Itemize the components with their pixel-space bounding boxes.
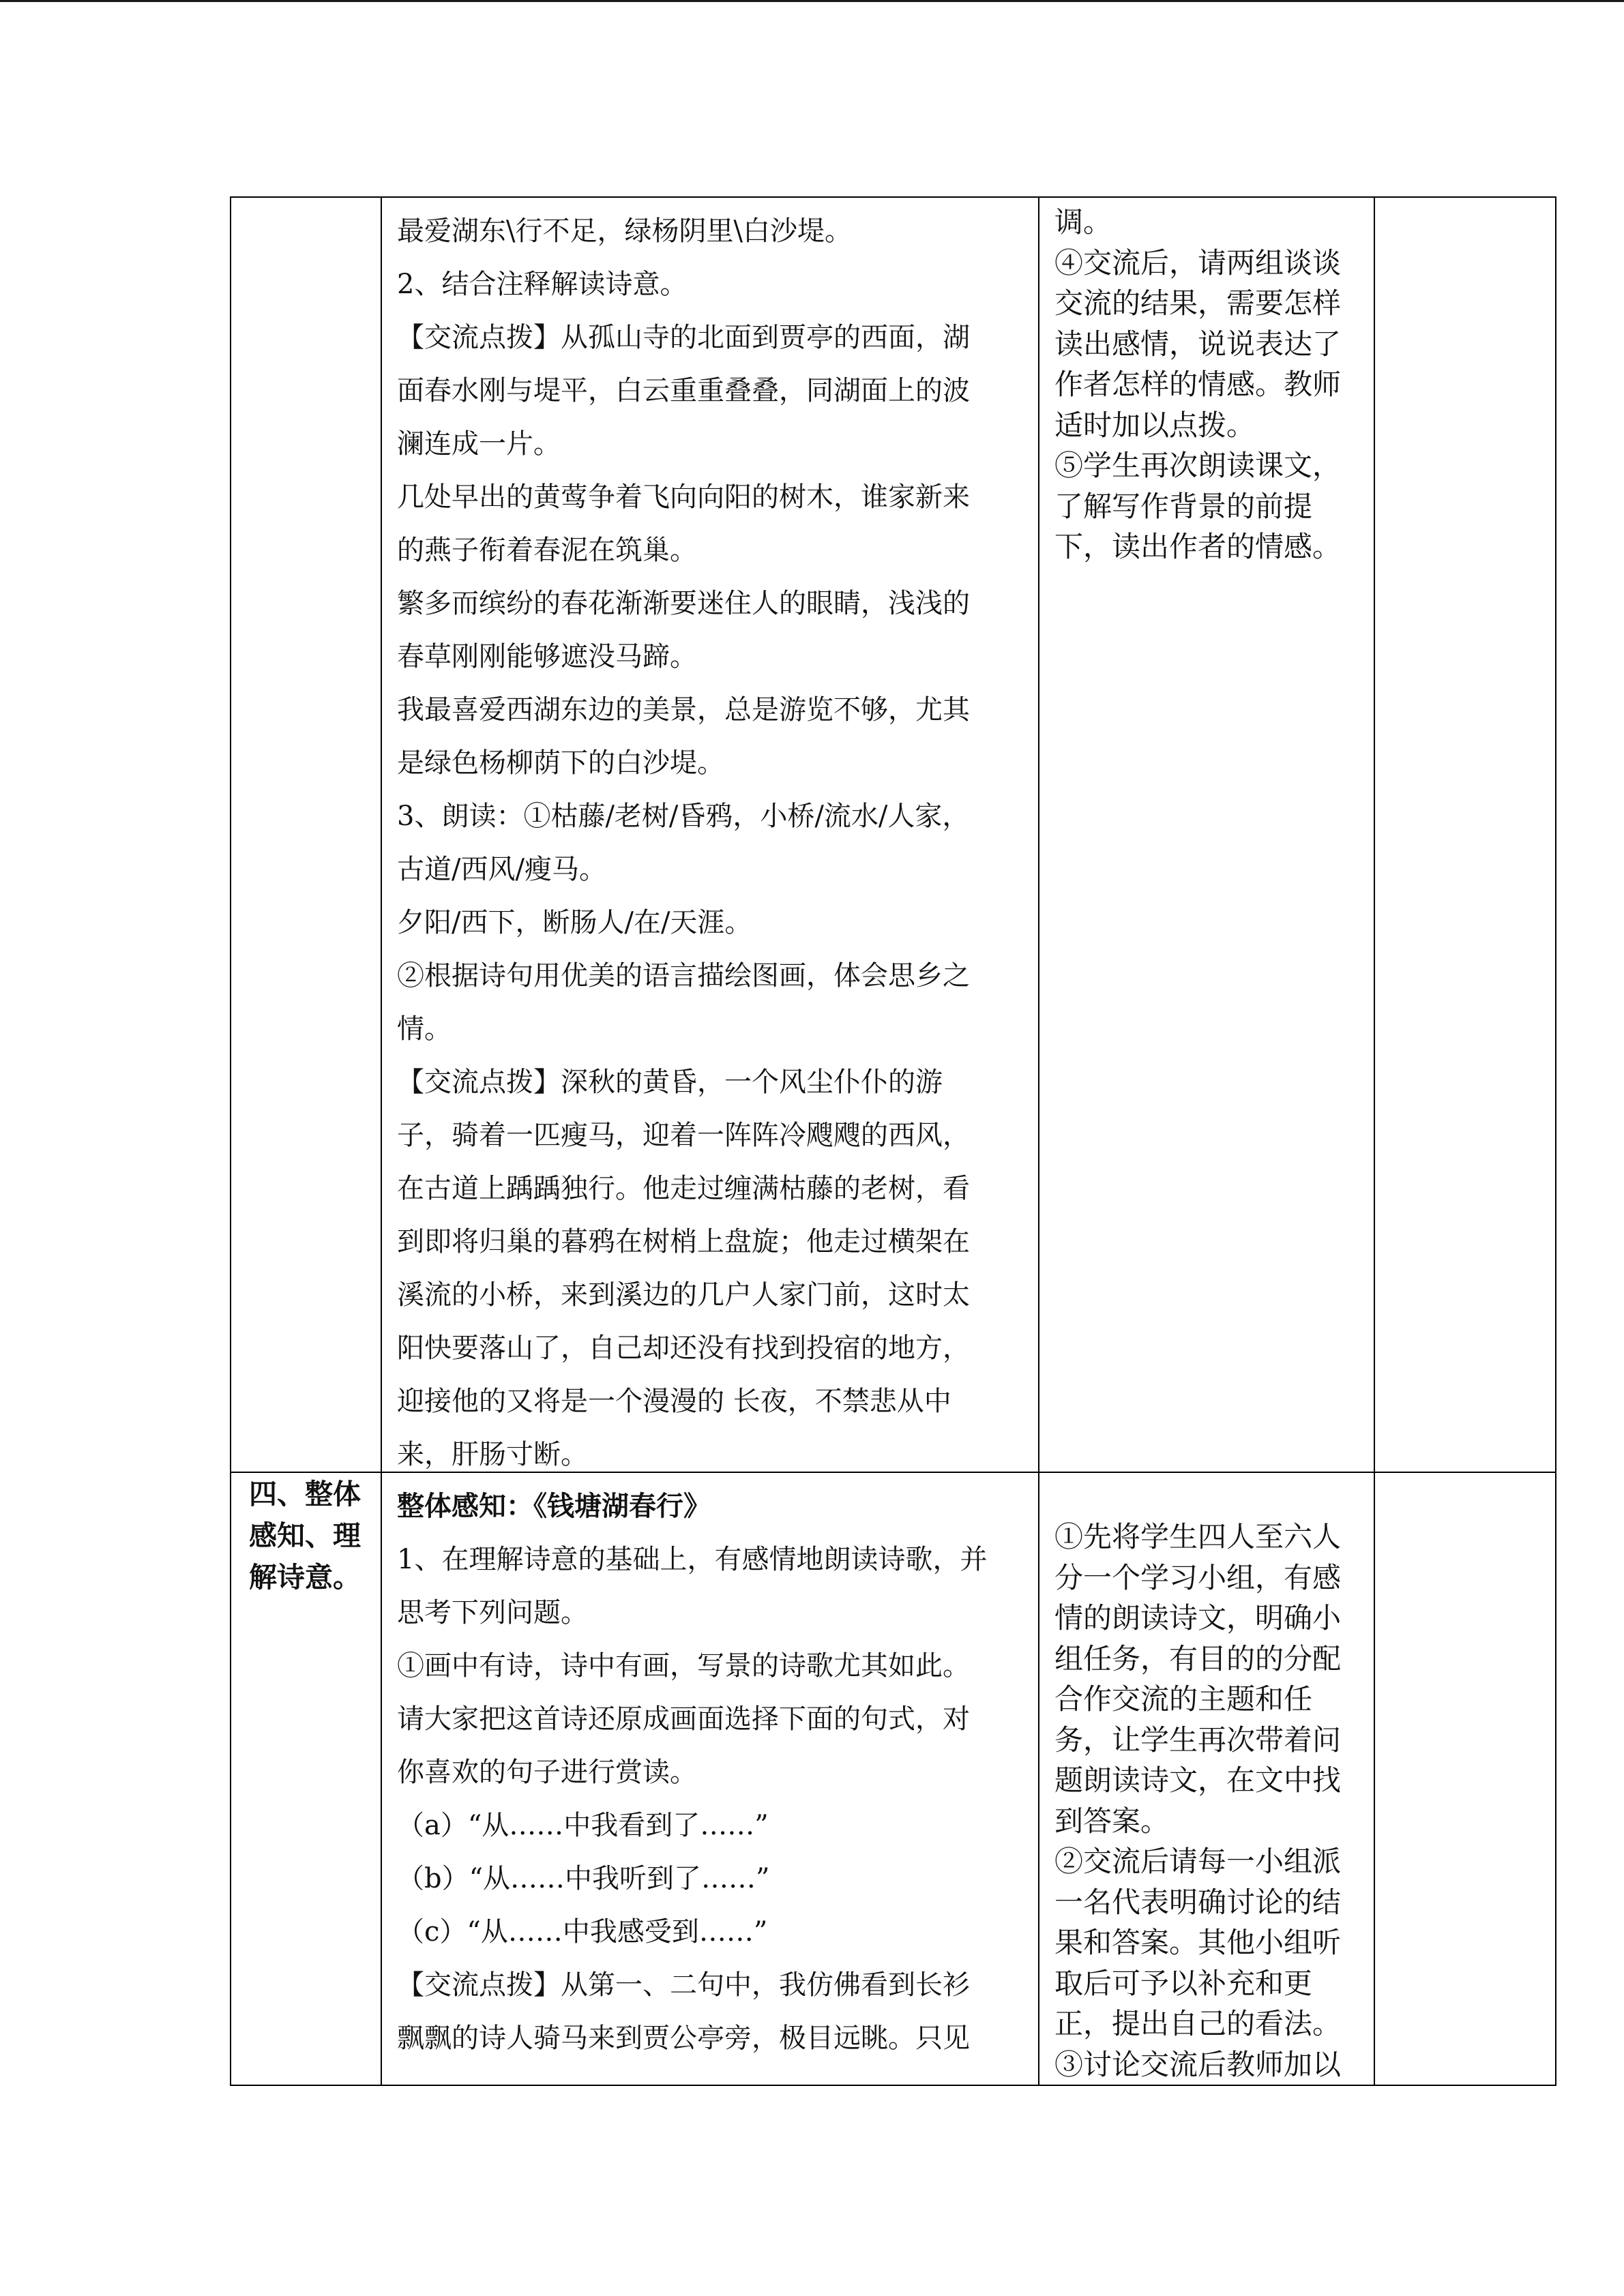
activity-line: 作者怎样的情感。教师 [1054,368,1342,401]
content-line: 春草刚刚能够遮没马蹄。 [397,641,697,672]
notes-cell [1375,1473,1556,2086]
content-cell [382,198,1039,1473]
page-top-rule [0,0,1624,2]
activity-line: 下，读出作者的情感。 [1054,530,1342,563]
content-line: 我最喜爱西湖东边的美景，总是游览不够，尤其 [397,694,970,726]
content-line: 繁多而缤纷的春花渐渐要迷住人的眼睛，浅浅的 [397,588,970,619]
stage-label-line: 感知、理 [249,1519,361,1552]
content-line: 是绿色杨柳荫下的白沙堤。 [397,747,724,779]
activity-line: 情的朗读诗文，明确小 [1054,1601,1342,1635]
activity-line: 调。 [1054,205,1112,239]
content-line: 阳快要落山了，自己却还没有找到投宿的地方， [397,1332,970,1364]
activity-line: 组任务，有目的的分配 [1054,1641,1342,1675]
content-line: 面春水刚与堤平，白云重重叠叠，同湖面上的波 [397,375,970,406]
stage-cell [231,1473,382,2086]
content-line: 澜连成一片。 [397,428,561,460]
content-line: 1、在理解诗意的基础上，有感情地朗读诗歌，并 [397,1544,988,1575]
content-line: ①画中有诗，诗中有画，写景的诗歌尤其如此。 [397,1650,970,1682]
content-line: 请大家把这首诗还原成画面选择下面的句式，对 [397,1703,970,1735]
notes-cell [1375,198,1556,1473]
stage-label-line: 解诗意。 [249,1561,361,1594]
content-line: （a）“从……中我看到了……” [397,1810,769,1841]
content-title: 整体感知：《钱塘湖春行》 [397,1490,711,1522]
activity-line: 果和答案。其他小组听 [1054,1926,1342,1959]
content-line: 的燕子衔着春泥在筑巢。 [397,535,697,566]
content-line: 2、结合注释解读诗意。 [397,269,688,300]
activity-line: ③讨论交流后教师加以 [1054,2047,1342,2081]
content-line: 你喜欢的句子进行赏读。 [397,1757,697,1788]
content-line: 到即将归巢的暮鸦在树梢上盘旋；他走过横架在 [397,1226,970,1257]
content-line: ②根据诗句用优美的语言描绘图画，体会思乡之 [397,960,970,992]
activity-line: 正，提出自己的看法。 [1054,2007,1342,2040]
activity-line: 合作交流的主题和任 [1054,1682,1313,1716]
content-line: 溪流的小桥，来到溪边的几户人家门前，这时太 [397,1279,970,1311]
content-line: 情。 [397,1013,452,1045]
content-line: （b）“从……中我听到了……” [397,1863,770,1894]
activity-line: 题朗读诗文，在文中找 [1054,1763,1342,1797]
activity-line: 了解写作背景的前提 [1054,489,1313,523]
activity-line: 适时加以点拨。 [1054,408,1256,442]
activity-line: ⑤学生再次朗读课文， [1054,449,1342,482]
content-line: 几处早出的黄莺争着飞向向阳的树木，谁家新来 [397,481,970,513]
content-line: 来，肝肠寸断。 [397,1439,588,1470]
lesson-plan-table [230,196,1556,2086]
content-line: 在古道上踽踽独行。他走过缠满枯藤的老树，看 [397,1173,970,1204]
content-cell [382,1473,1039,2086]
activity-line: 读出感情，说说表达了 [1054,327,1342,361]
content-line: 【交流点拨】深秋的黄昏，一个风尘仆仆的游 [397,1067,943,1098]
activity-cell [1039,1473,1375,2086]
activity-cell [1039,198,1375,1473]
activity-line: 务，让学生再次带着问 [1054,1723,1342,1757]
content-line: 夕阳/西下，断肠人/在/天涯。 [397,907,752,938]
content-line: 【交流点拨】从第一、二句中，我仿佛看到长衫 [397,1969,970,2001]
activity-line: ④交流后，请两组谈谈 [1054,245,1342,280]
activity-line: ②交流后请每一小组派 [1054,1845,1342,1878]
content-line: （c）“从……中我感受到……” [397,1916,768,1948]
content-line: 子，骑着一匹瘦马，迎着一阵阵冷飕飕的西风， [397,1120,970,1151]
stage-label-line: 四、整体 [249,1478,361,1510]
stage-cell [231,198,382,1473]
activity-line: 到答案。 [1054,1804,1170,1838]
content-line: 【交流点拨】从孤山寺的北面到贾亭的西面，湖 [397,322,970,353]
activity-line: 交流的结果，需要怎样 [1054,286,1342,320]
activity-line: 一名代表明确讨论的结 [1054,1885,1342,1919]
activity-line: ①先将学生四人至六人 [1054,1520,1342,1553]
activity-line: 取后可予以补充和更 [1054,1966,1313,2000]
content-line: 思考下列问题。 [397,1597,588,1628]
activity-line: 分一个学习小组，有感 [1054,1560,1342,1594]
content-line: 古道/西风/瘦马。 [397,854,606,885]
content-line: 最爱湖东\行不足，绿杨阴里\白沙堤。 [397,215,852,247]
content-line: 3、朗读：①枯藤/老树/昏鸦，小桥/流水/人家， [397,801,970,832]
content-line: 飘飘的诗人骑马来到贾公亭旁，极目远眺。只见 [397,2023,970,2054]
content-line: 迎接他的又将是一个漫漫的 长夜，不禁悲从中 [397,1386,951,1417]
